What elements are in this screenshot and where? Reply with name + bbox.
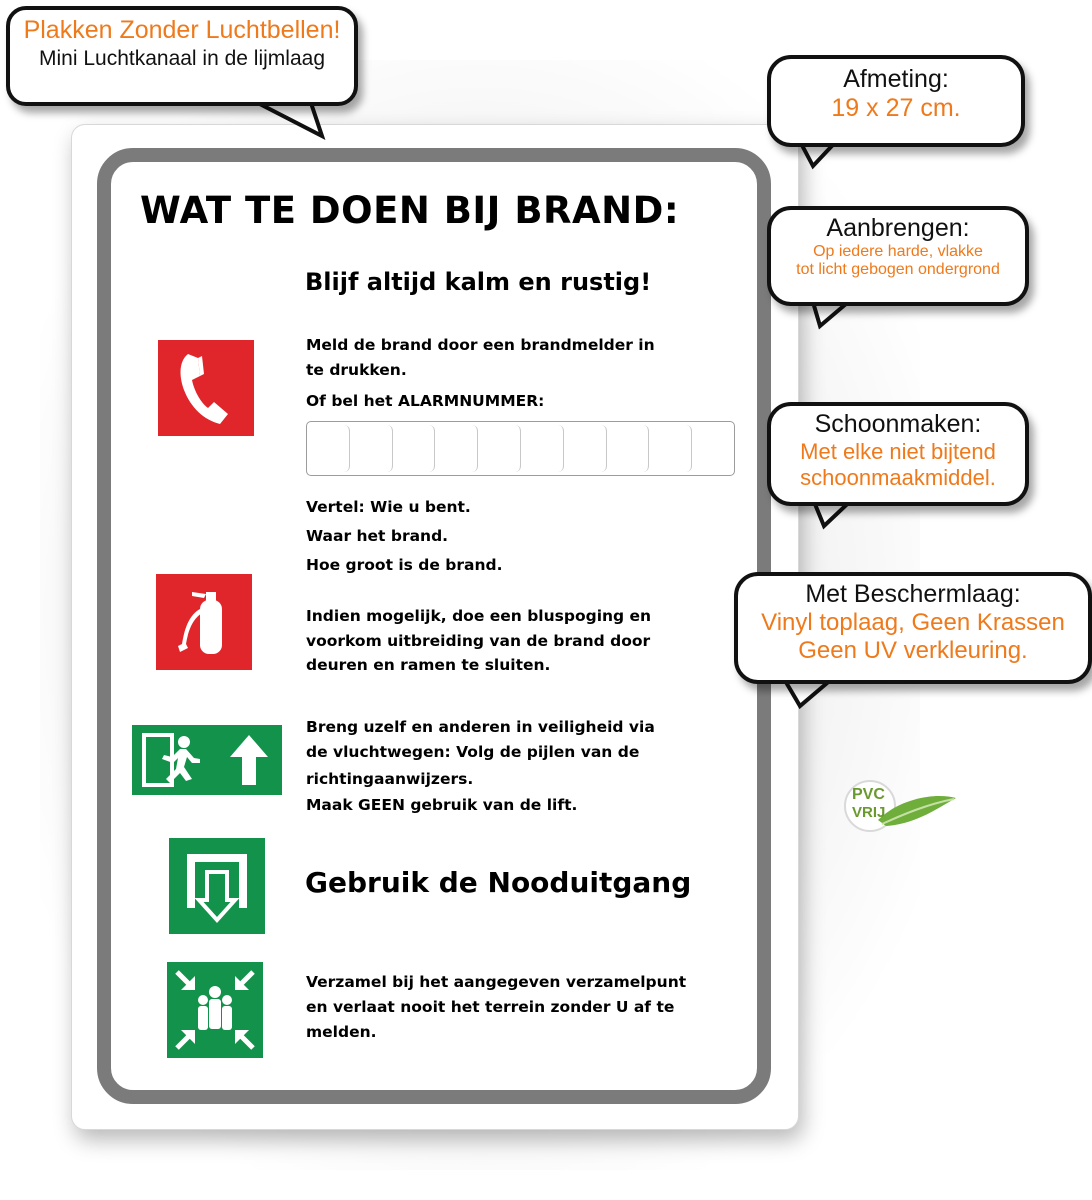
blussen-line-2: voorkom uitbreiding van de brand door — [306, 632, 651, 650]
beschermlaag-callout-line-1: Vinyl toplaag, Geen Krassen — [761, 609, 1065, 636]
vertel-line-3: Hoe groot is de brand. — [306, 556, 503, 574]
exit-door-icon — [169, 838, 265, 934]
vertel-line-1: Vertel: Wie u bent. — [306, 498, 471, 516]
aanbrengen-callout-title: Aanbrengen: — [826, 214, 970, 242]
alarm-digit-box — [435, 425, 478, 472]
alarm-digit-box — [307, 425, 350, 472]
nooduitgang-text: Gebruik de Nooduitgang — [305, 866, 692, 899]
alarm-digit-box — [350, 425, 393, 472]
vluchten-line-4: Maak GEEN gebruik van de lift. — [306, 796, 578, 814]
vluchten-line-2: de vluchtwegen: Volg de pijlen van de — [306, 743, 640, 761]
verzamelen-line-2: en verlaat nooit het terrein zonder U af te — [306, 998, 675, 1016]
schoonmaken-callout-title: Schoonmaken: — [814, 410, 982, 438]
beschermlaag-callout — [734, 572, 1092, 684]
aanbrengen-callout-line-1: Op iedere harde, vlakke — [813, 243, 983, 260]
alarm-digit-box — [521, 425, 564, 472]
plakken-callout-text: Mini Luchtkanaal in de lijmlaag — [39, 47, 325, 70]
schoonmaken-callout — [767, 402, 1029, 506]
pvc-free-badge — [838, 780, 960, 840]
blussen-line-1: Indien mogelijk, doe een bluspoging en — [306, 607, 652, 625]
melden-line-2: te drukken. — [306, 361, 407, 379]
fire-extinguisher-icon — [156, 574, 252, 670]
blussen-line-3: deuren en ramen te sluiten. — [306, 656, 551, 674]
alarm-digit-box — [393, 425, 436, 472]
schoonmaken-callout-line-1: Met elke niet bijtend — [800, 439, 996, 464]
beschermlaag-callout-line-2: Geen UV verkleuring. — [798, 637, 1028, 664]
vrij-label: VRIJ — [852, 804, 886, 821]
alarm-digit-box — [692, 425, 734, 472]
sign-subtitle: Blijf altijd kalm en rustig! — [305, 268, 652, 296]
vertel-line-2: Waar het brand. — [306, 527, 449, 545]
beschermlaag-callout-title: Met Beschermlaag: — [805, 580, 1021, 608]
melden-line-1: Meld de brand door een brandmelder in — [306, 336, 655, 354]
alarm-digit-box — [478, 425, 521, 472]
schoonmaken-callout-line-2: schoonmaakmiddel. — [800, 465, 996, 490]
afmeting-callout — [767, 55, 1025, 147]
afmeting-callout-text: 19 x 27 cm. — [831, 94, 961, 122]
alarm-digit-box — [649, 425, 692, 472]
afmeting-callout-title: Afmeting: — [843, 65, 949, 93]
vluchten-line-3: richtingaanwijzers. — [306, 770, 474, 788]
melden-line-3: Of bel het ALARMNUMMER: — [306, 392, 545, 410]
fire-phone-icon — [158, 340, 254, 436]
verzamelen-line-3: melden. — [306, 1023, 377, 1041]
emergency-exit-arrow-icon — [132, 725, 282, 795]
plakken-callout — [6, 6, 358, 106]
alarm-digit-box — [564, 425, 607, 472]
verzamelen-line-1: Verzamel bij het aangegeven verzamelpunt — [306, 973, 687, 991]
assembly-point-icon — [167, 962, 263, 1058]
alarm-number-field — [306, 421, 735, 476]
aanbrengen-callout — [767, 206, 1029, 306]
aanbrengen-callout-line-2: tot licht gebogen ondergrond — [796, 261, 1000, 278]
sign-title: WAT TE DOEN BIJ BRAND: — [140, 189, 680, 232]
vluchten-line-1: Breng uzelf en anderen in veiligheid via — [306, 718, 655, 736]
plakken-callout-title: Plakken Zonder Luchtbellen! — [23, 16, 341, 44]
pvc-label: PVC — [852, 786, 885, 803]
alarm-digit-box — [607, 425, 650, 472]
